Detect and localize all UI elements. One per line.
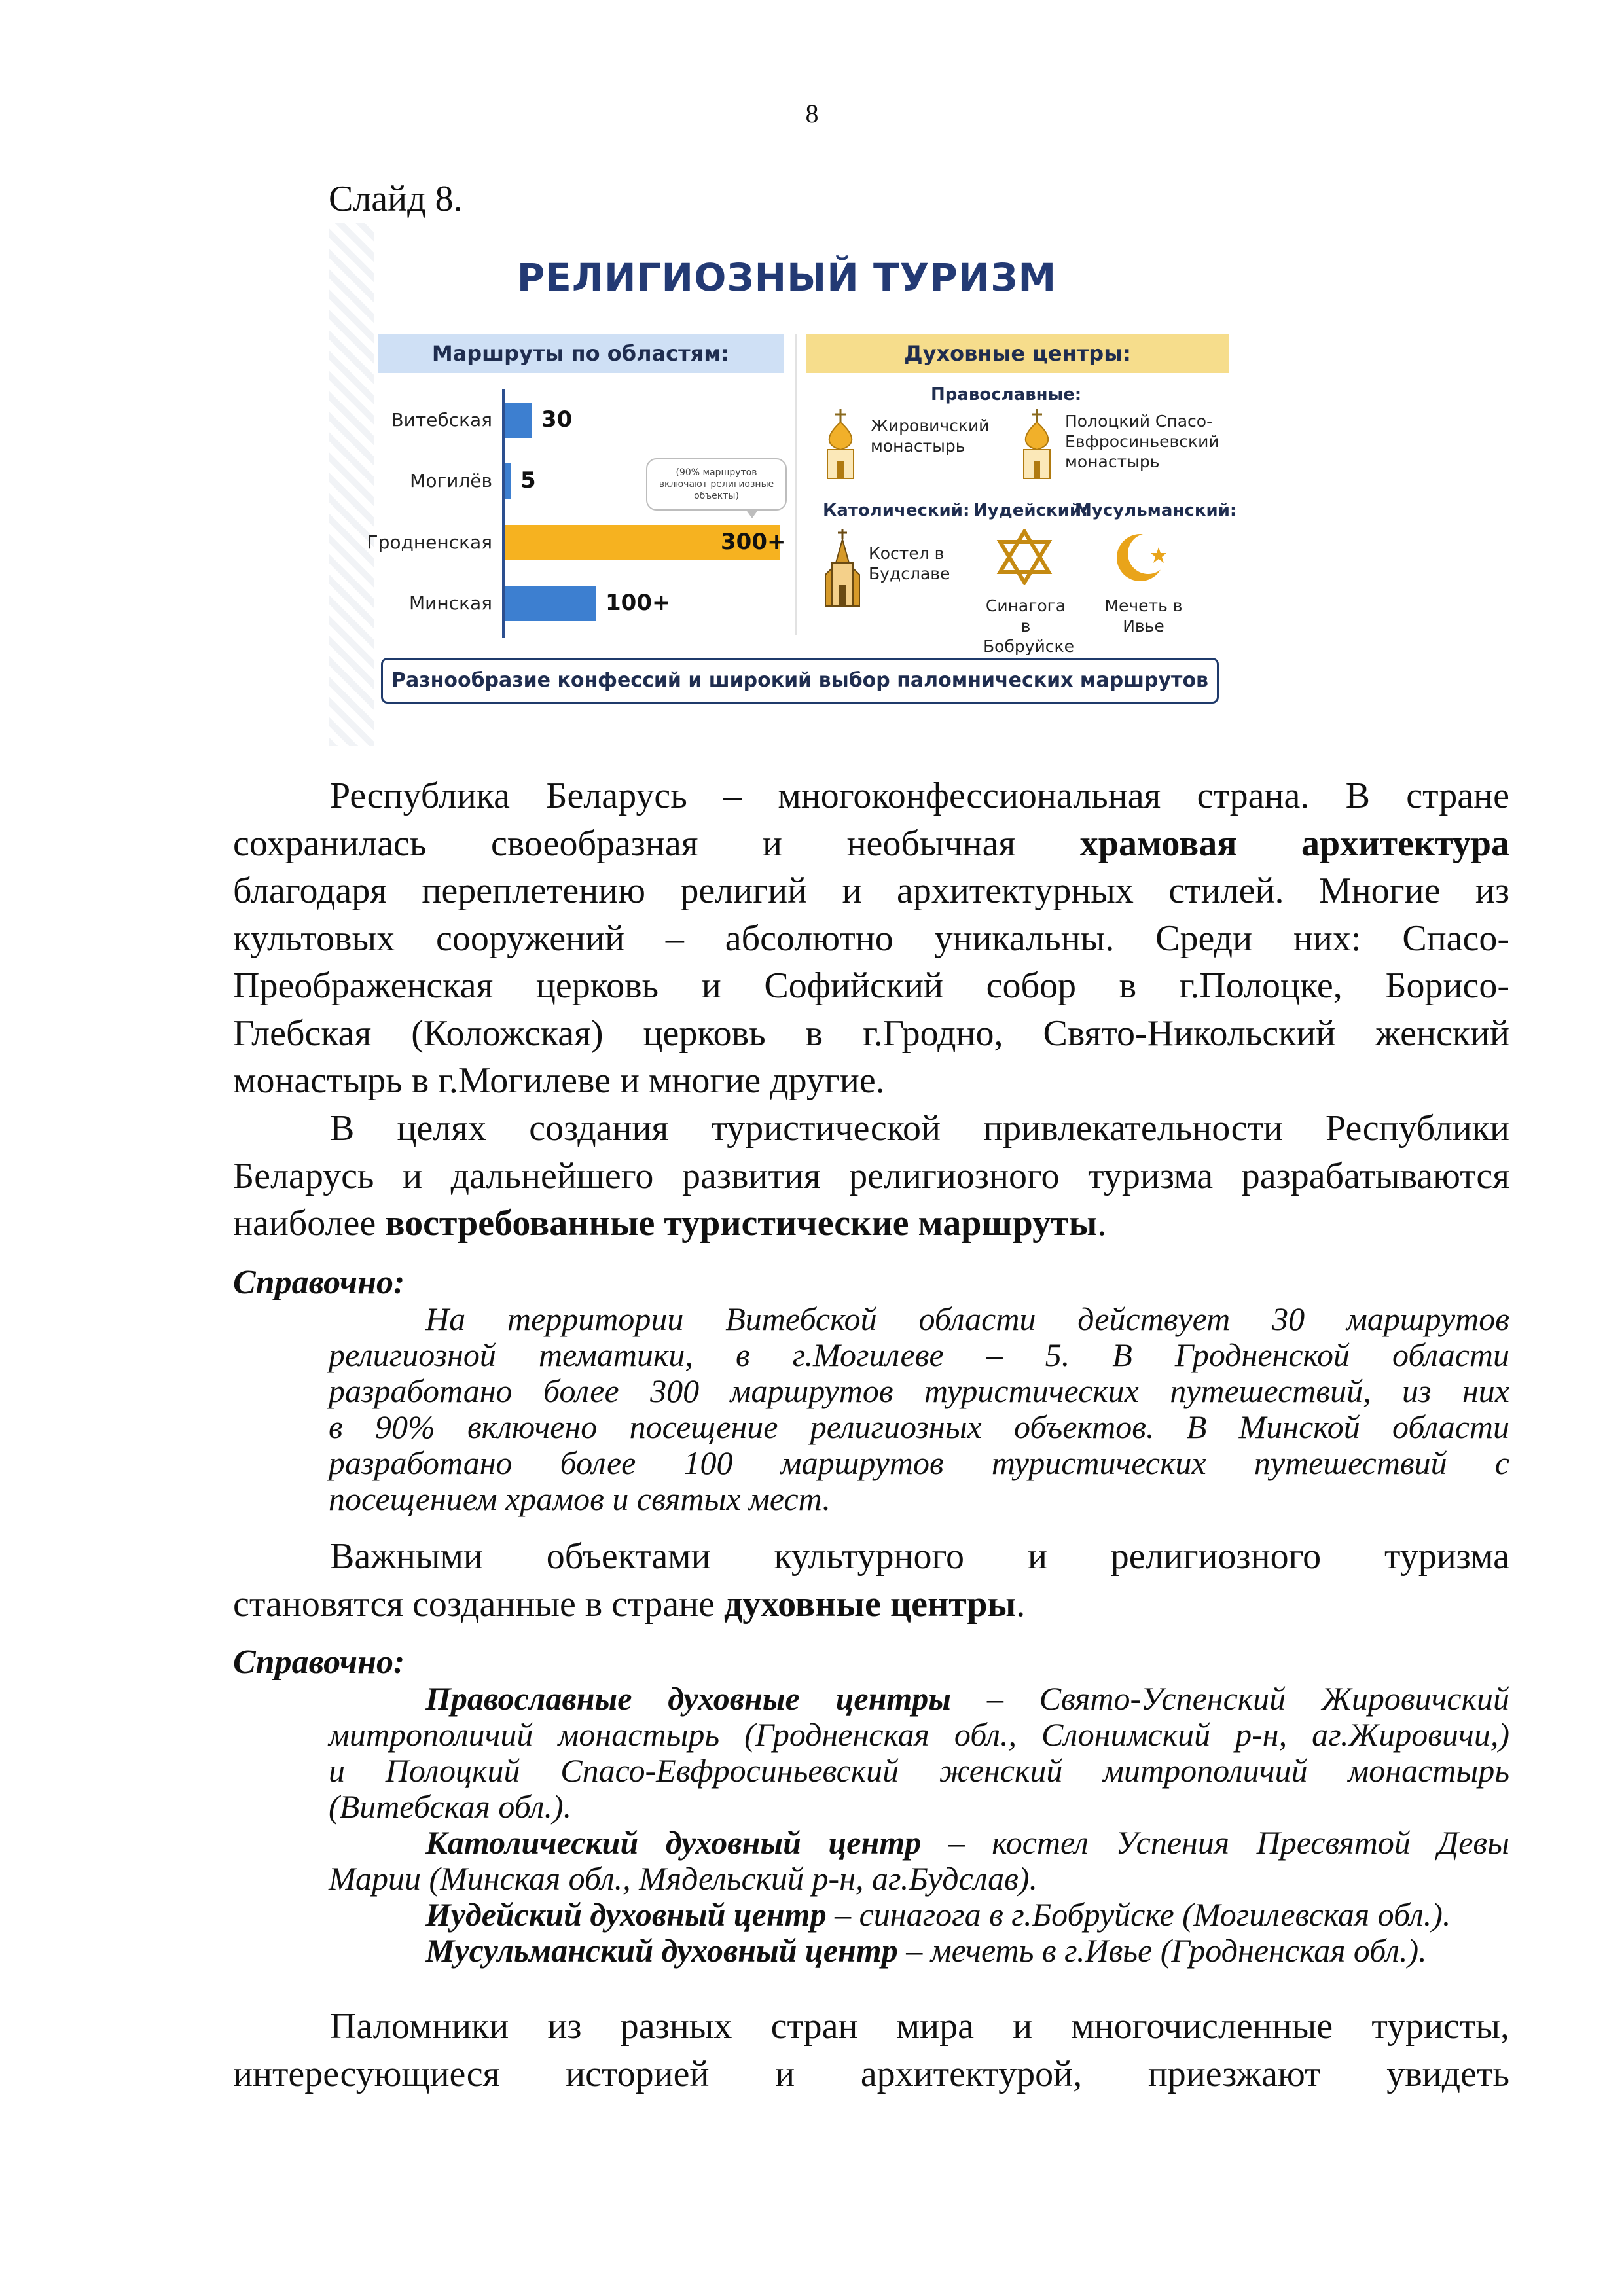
reference-block-2: [329, 1681, 1509, 1969]
bold-term: Иудейский духовный центр: [425, 1896, 827, 1933]
text-span: сохранилась своеобразная и необычная: [233, 823, 1016, 864]
routes-header: Маршруты по областям:: [378, 334, 784, 373]
paragraph-2: [233, 1105, 1509, 1247]
slide-label: Слайд 8.: [329, 179, 463, 219]
bold-term: Мусульманский духовный центр: [425, 1932, 898, 1969]
text-line: Важными объектами культурного и религиозного туризма: [330, 1536, 1509, 1577]
text-line: посещением храмов и святых мест.: [329, 1480, 831, 1517]
text-span: – Свято-Успенский Жировичский: [986, 1680, 1510, 1717]
reference-label-2: Справочно:: [233, 1643, 405, 1681]
slide-title: РЕЛИГИОЗНЫЙ ТУРИЗМ: [516, 255, 1057, 300]
chart-category-label: Минская: [409, 592, 492, 614]
chart-category-label: Витебская: [391, 409, 492, 431]
paragraph-3: [233, 1533, 1509, 1628]
text-line: интересующиеся историей и архитектурой, приезжают увидеть: [233, 2053, 1509, 2094]
chart-bar: [505, 586, 596, 621]
muslim-label: Мусульманский:: [1075, 501, 1237, 520]
text-line: религиозной тематики, в г.Могилеве – 5. В Гродненской области: [329, 1336, 1509, 1373]
text-span: становятся созданные в стране: [233, 1583, 715, 1624]
crescent-star-icon: [1114, 530, 1173, 585]
text-span: .: [1016, 1583, 1026, 1624]
chart-value-label: 30: [541, 406, 573, 433]
text-line: Республика Беларусь – многоконфессиональная страна. В стране: [330, 776, 1509, 816]
chart-value-label: 100+: [605, 590, 671, 616]
chart-category-label: Могилёв: [410, 470, 492, 492]
bold-term: востребованные туристические маршруты: [385, 1203, 1098, 1244]
text-line: митрополичий монастырь (Гродненская обл., Слонимский р-н, аг.Жировичи,): [329, 1716, 1509, 1753]
text-line: культовых сооружений – абсолютно уникальны. Среди них: Спасо-: [233, 918, 1509, 959]
page-number: 8: [805, 99, 819, 128]
callout-note: (90% маршрутов включают религиозные объекты): [646, 458, 787, 511]
slide-image: [329, 223, 1245, 746]
text-span: – мечеть в г.Ивье (Гродненская обл.).: [906, 1932, 1427, 1969]
orthodox-label: Православные:: [931, 385, 1082, 404]
slide-summary: Разнообразие конфессий и широкий выбор паломнических маршрутов: [381, 658, 1219, 704]
text-line: [329, 1897, 1509, 1933]
paragraph-1: [233, 772, 1509, 1105]
text-line: [329, 1825, 1509, 1861]
bold-term: Православные духовные центры: [425, 1680, 951, 1717]
chart-value-label: 5: [520, 467, 536, 493]
text-line: Преображенская церковь и Софийский собор в г.Полоцке, Борисо-: [233, 965, 1509, 1006]
panel-divider: [795, 334, 797, 635]
bold-term: храмовая архитектура: [1079, 823, 1509, 864]
budslav-church-label: Костел в Будславе: [869, 544, 950, 583]
jewish-label: Иудейский:: [973, 501, 1089, 520]
text-line: Марии (Минская обл., Мядельский р-н, аг.Будслав).: [329, 1860, 1038, 1897]
text-line: Паломники из разных стран мира и многочисленные туристы,: [330, 2006, 1509, 2047]
bobruisk-synagogue-label: Синагога в Бобруйске: [983, 596, 1075, 656]
text-line: разработано более 300 маршрутов туристических путешествий, из них: [329, 1372, 1509, 1409]
chart-value-label: 300+: [721, 529, 786, 555]
text-span: .: [1097, 1203, 1107, 1244]
chart-bar: [505, 463, 511, 499]
catholic-label: Католический:: [823, 501, 970, 520]
text-span: наиболее: [233, 1203, 376, 1244]
text-line: монастырь в г.Могилеве и многие другие.: [233, 1060, 885, 1101]
chart-category-label: Гродненская: [367, 531, 492, 553]
text-line: [233, 1200, 1509, 1247]
text-span: – синагога в г.Бобруйске (Могилевская обл.).: [835, 1896, 1451, 1933]
star-of-david-icon: [996, 529, 1053, 585]
text-line: Беларусь и дальнейшего развития религиозного туризма разрабатываются: [233, 1155, 1509, 1196]
text-line: Глебская (Коложская) церковь в г.Гродно, Свято-Никольский женский: [233, 1013, 1509, 1054]
reference-block-1: [329, 1301, 1509, 1517]
text-line: В целях создания туристической привлекательности Республики: [330, 1108, 1509, 1149]
orthodox-monastery-icon: [1016, 409, 1058, 481]
text-line: (Витебская обл.).: [329, 1788, 572, 1825]
polotsk-monastery-label: Полоцкий Спасо-Евфросиньевский монастырь: [1065, 412, 1219, 471]
text-line: [233, 1581, 1509, 1628]
catholic-church-icon: [823, 529, 862, 607]
bold-term: Католический духовный центр: [425, 1824, 922, 1861]
text-line: [329, 1681, 1509, 1717]
centers-header: Духовные центры:: [806, 334, 1229, 373]
reference-label-1: Справочно:: [233, 1264, 405, 1301]
zhirovichi-monastery-label: Жировичский монастырь: [871, 416, 990, 456]
text-line: в 90% включено посещение религиозных объектов. В Минской области: [329, 1408, 1509, 1445]
chart-bar: [505, 403, 532, 438]
text-line: разработано более 100 маршрутов туристических путешествий с: [329, 1444, 1509, 1481]
text-span: – костел Успения Пресвятой Девы: [948, 1824, 1509, 1861]
text-line: [233, 820, 1509, 868]
text-line: благодаря переплетению религий и архитектурных стилей. Многие из: [233, 870, 1509, 911]
bold-term: духовные центры: [723, 1583, 1017, 1624]
orthodox-church-icon: [820, 409, 861, 481]
text-line: На территории Витебской области действует 30 маршрутов: [425, 1300, 1509, 1337]
text-line: и Полоцкий Спасо-Евфросиньевский женский митрополичий монастырь: [329, 1752, 1509, 1789]
ivye-mosque-label: Мечеть в Ивье: [1104, 596, 1183, 636]
text-line: [329, 1933, 1509, 1969]
paragraph-4: [233, 2003, 1509, 2098]
